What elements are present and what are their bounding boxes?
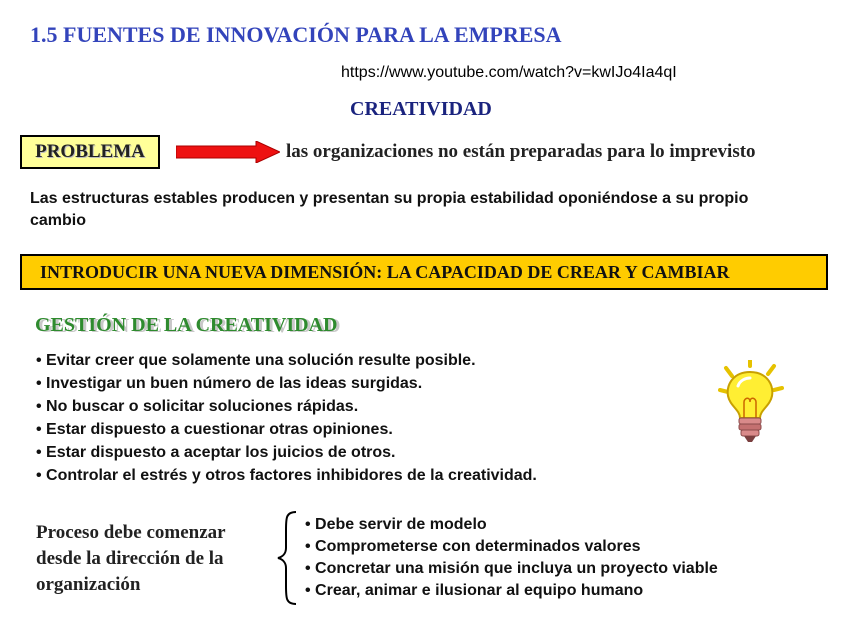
problema-statement: las organizaciones no están preparadas para lo imprevisto: [286, 141, 756, 162]
red-arrow-icon: [176, 141, 280, 163]
list-item: • Comprometerse con determinados valores: [305, 538, 641, 555]
list-item: • Crear, animar e ilusionar al equipo humano: [305, 582, 644, 599]
list-item: • Estar dispuesto a cuestionar otras opiniones.: [36, 421, 393, 438]
proceso-item-list: [305, 514, 718, 602]
introducir-label: INTRODUCIR UNA NUEVA DIMENSIÓN: LA CAPACIDAD DE CREAR Y CAMBIAR: [40, 261, 730, 282]
list-item: • Controlar el estrés y otros factores inhibidores de la creatividad.: [36, 467, 537, 484]
gestion-heading: GESTIÓN DE LA CREATIVIDAD: [35, 314, 338, 336]
list-item: • Debe servir de modelo: [305, 516, 487, 533]
list-item: • Concretar una misión que incluya un proyecto viable: [305, 560, 718, 577]
video-url[interactable]: https://www.youtube.com/watch?v=kwIJo4Ia4qI: [341, 64, 677, 81]
problema-label: PROBLEMA: [35, 141, 145, 162]
list-item: • Investigar un buen número de las ideas surgidas.: [36, 375, 423, 392]
introducir-box: [20, 254, 828, 290]
section-heading-creatividad: CREATIVIDAD: [350, 98, 492, 120]
problema-box: [20, 135, 160, 169]
list-item: • Evitar creer que solamente una solución resulte posible.: [36, 352, 476, 369]
lightbulb-icon: [716, 360, 786, 446]
curly-brace-icon: [276, 510, 300, 606]
list-item: • No buscar o solicitar soluciones rápidas.: [36, 398, 359, 415]
gestion-bullet-list: [36, 349, 537, 487]
list-item: • Estar dispuesto a aceptar los juicios de otros.: [36, 444, 396, 461]
proceso-text: Proceso debe comenzar desde la dirección de la organización: [36, 522, 226, 595]
page-title: 1.5 FUENTES DE INNOVACIÓN PARA LA EMPRESA: [30, 22, 562, 47]
estructuras-paragraph: Las estructuras estables producen y presentan su propia estabilidad oponiéndose a su propio cambio: [30, 190, 749, 229]
